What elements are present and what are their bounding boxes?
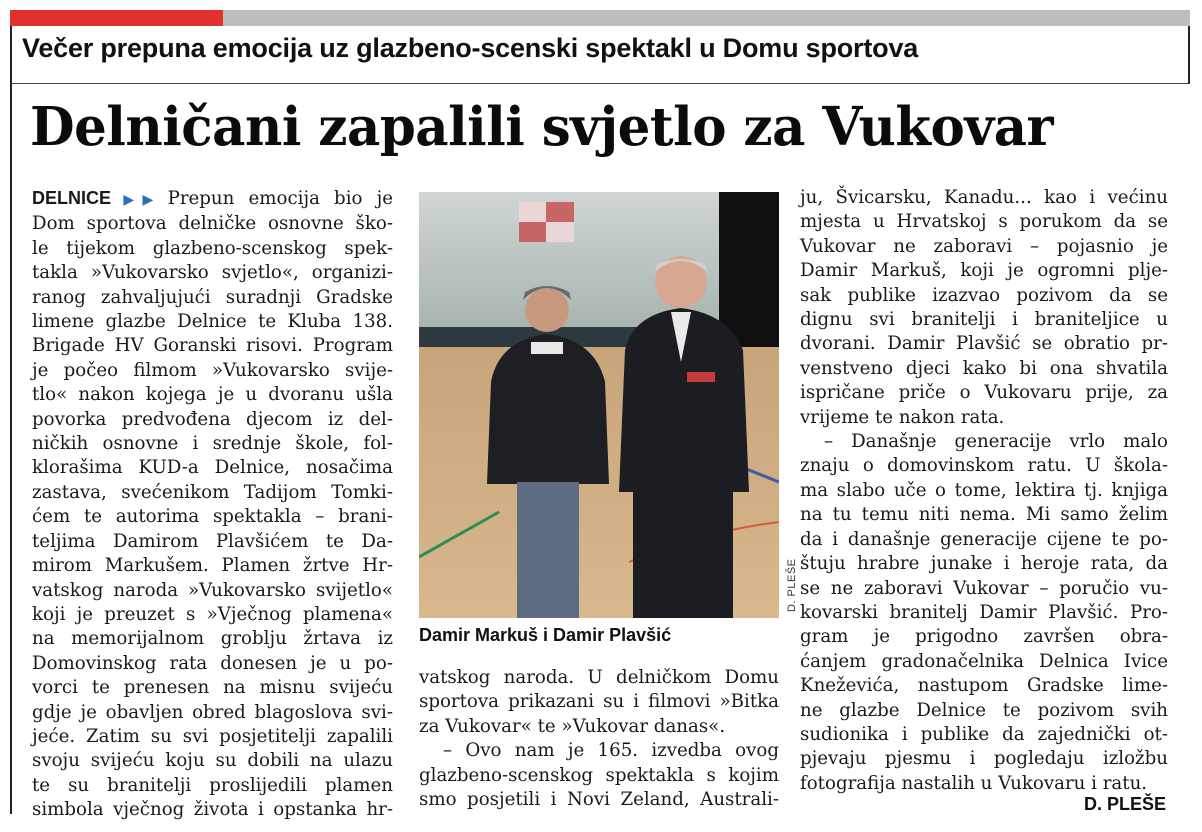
c1rest-line: Brigade HV Goranski risovi. Program [32, 335, 393, 357]
c3-line: fotografija nastalih u Vukovaru i ratu. [800, 772, 1148, 794]
dateline: DELNICE [32, 188, 112, 208]
c1rest-line: vorci te prenesen na misnu svijeću [32, 677, 393, 699]
photo-caption: Damir Markuš i Damir Plavšić [419, 625, 672, 645]
article-photo [419, 192, 779, 618]
c3-line: mjesta u Hrvatskoj s porukom da se [800, 211, 1168, 233]
c3-line: sudionika i publike da zajednički ot- [800, 723, 1168, 745]
c3-line: venstveno djeci kako bi ona shvatila [800, 357, 1168, 379]
c1rest-line: Domovinskog rata donesen je u po- [32, 652, 393, 674]
headline: Delničani zapalili svjetlo za Vukovar [30, 96, 1054, 158]
c1rest-line: te su branitelji proslijedili plamen [32, 774, 393, 796]
red-accent-bar [10, 10, 223, 26]
c3-line: ne glazbe Delnice te pozivom svih [800, 699, 1168, 721]
c1rest-line: teljima Damirom Plavšićem te Da- [32, 530, 393, 552]
c1rest-line: takla »Vukovarsko svjetlo«, organizi- [32, 262, 393, 284]
c3-line: ćanjem gradonačelnika Delnica Ivice [800, 650, 1168, 672]
c1rest-line: svoju svijeću koju su dobili na ulazu [32, 750, 393, 772]
c3-line: – Današnje generacije vrlo malo [824, 431, 1168, 453]
c1rest-line: je počeo filmom »Vukovarsko svije- [32, 359, 393, 381]
c3-line: sak publike izazvao pozivom da se [800, 284, 1168, 306]
c3-line: da i današnje generacije cijene te po- [800, 528, 1168, 550]
c2-line: smo posjetili i Novi Zeland, Australi- [419, 789, 779, 811]
c1rest-line: ćem te autorima spektakla – brani- [32, 506, 393, 528]
c2-line: za Vukovar« te »Vukovar danas«. [419, 715, 726, 737]
c1rest-line: na memorijalnom groblju žrtava iz [32, 628, 393, 650]
c1rest-line: Dom sportova delničke osnovne ško- [32, 213, 393, 235]
c3-line: se ne zaboravi Vukovar – poručio vu- [800, 577, 1168, 599]
c1rest-line: jeće. Zatim su svi posjetitelji zapalili [32, 725, 393, 747]
c2-line: vatskog naroda. U delničkom Domu [419, 667, 779, 688]
c1rest-line: ničkih osnovne i srednje škole, fol- [32, 433, 393, 455]
c1rest-line: mirom Markušem. Plamen žrtve Hr- [32, 555, 393, 577]
c3-line: gram je prigodno završen obra- [800, 626, 1168, 648]
c2-line: glazbeno-scenskog spektakla s kojim [419, 764, 779, 786]
article-column-2 [419, 666, 779, 812]
c3-line: Damir Markuš, koji je ogromni plje- [800, 260, 1168, 282]
c1rest-line: klorašima KUD-a Delnice, nosačima [32, 457, 393, 479]
c3-line: ispričane priče o Vukovaru prije, za [800, 382, 1168, 404]
byline: D. PLEŠE [1083, 794, 1166, 814]
c1rest-line: vatskog naroda »Vukovarsko svijetlo« [32, 579, 393, 601]
c1rest-line: le tijekom glazbeno-scenskog spek- [32, 237, 393, 259]
c1rest-line: simbola vječnog života i opstanka hr- [32, 799, 393, 821]
article-column-3 [800, 186, 1168, 796]
c1rest-line: koji je preuzet s »Vječnog plamena« [32, 603, 393, 625]
c1rest-line: limene glazbe Delnice te Kluba 138. [32, 311, 393, 333]
c3-line: pjevaju pjesmu i pogledaju izložbu [800, 748, 1168, 770]
c3-line: Kneževića, nastupom Gradske lime- [800, 675, 1168, 697]
top-rule-bar [10, 10, 1190, 26]
c3-line: vrijeme te nakon rata. [800, 406, 1005, 428]
column-1-line-0: DELNICE ▶▶ Prepun emocija bio je [32, 188, 393, 209]
left-rule [10, 84, 12, 814]
c1rest-line: povorka predvođena djecom iz del- [32, 408, 393, 430]
article-column-1 [32, 186, 393, 823]
c3-line: kovarski branitelj Damir Plavšić. Pro- [800, 601, 1168, 623]
c1rest-line: tlo« nakon kojega je u dvoranu ušla [32, 384, 393, 406]
c3-line: znaju o domovinskom ratu. U škola- [800, 455, 1168, 477]
double-arrow-icon: ▶▶ [115, 192, 162, 208]
subheadline: Večer prepuna emocija uz glazbeno-scenski spektakl u Domu sportova [22, 33, 919, 63]
c3-line: na tu temu niti nema. Mi samo želim [800, 504, 1168, 526]
c1rest-line: ranog zahvaljujući suradnji Gradske [32, 286, 393, 308]
c3-line: Vukovar ne zaboravi – pojasnio je [800, 235, 1168, 257]
c2-line: – Ovo nam je 165. izvedba ovog [443, 740, 779, 762]
column-1-body [32, 212, 393, 822]
c3-line: ma slabo uče o tome, lektira tj. knjiga [800, 479, 1168, 501]
c3-line: štuju hrabre junake i heroje rata, da [800, 553, 1168, 575]
c3-line: dignu svi branitelji i braniteljice u [800, 309, 1168, 331]
c3-line: ju, Švicarsku, Kanadu... kao i većinu [800, 187, 1168, 208]
c3-line: dvorani. Damir Plavšić se obratio pr- [800, 333, 1168, 355]
c1rest-line: gdje je obavljen obred blagoslova svi- [32, 701, 393, 723]
photo-credit: D. PLEŠE [786, 558, 798, 612]
c1rest-line: zastava, svećenikom Tadijom Tomki- [32, 481, 393, 503]
c2-line: sportova prikazani su i filmovi »Bitka [419, 691, 779, 713]
